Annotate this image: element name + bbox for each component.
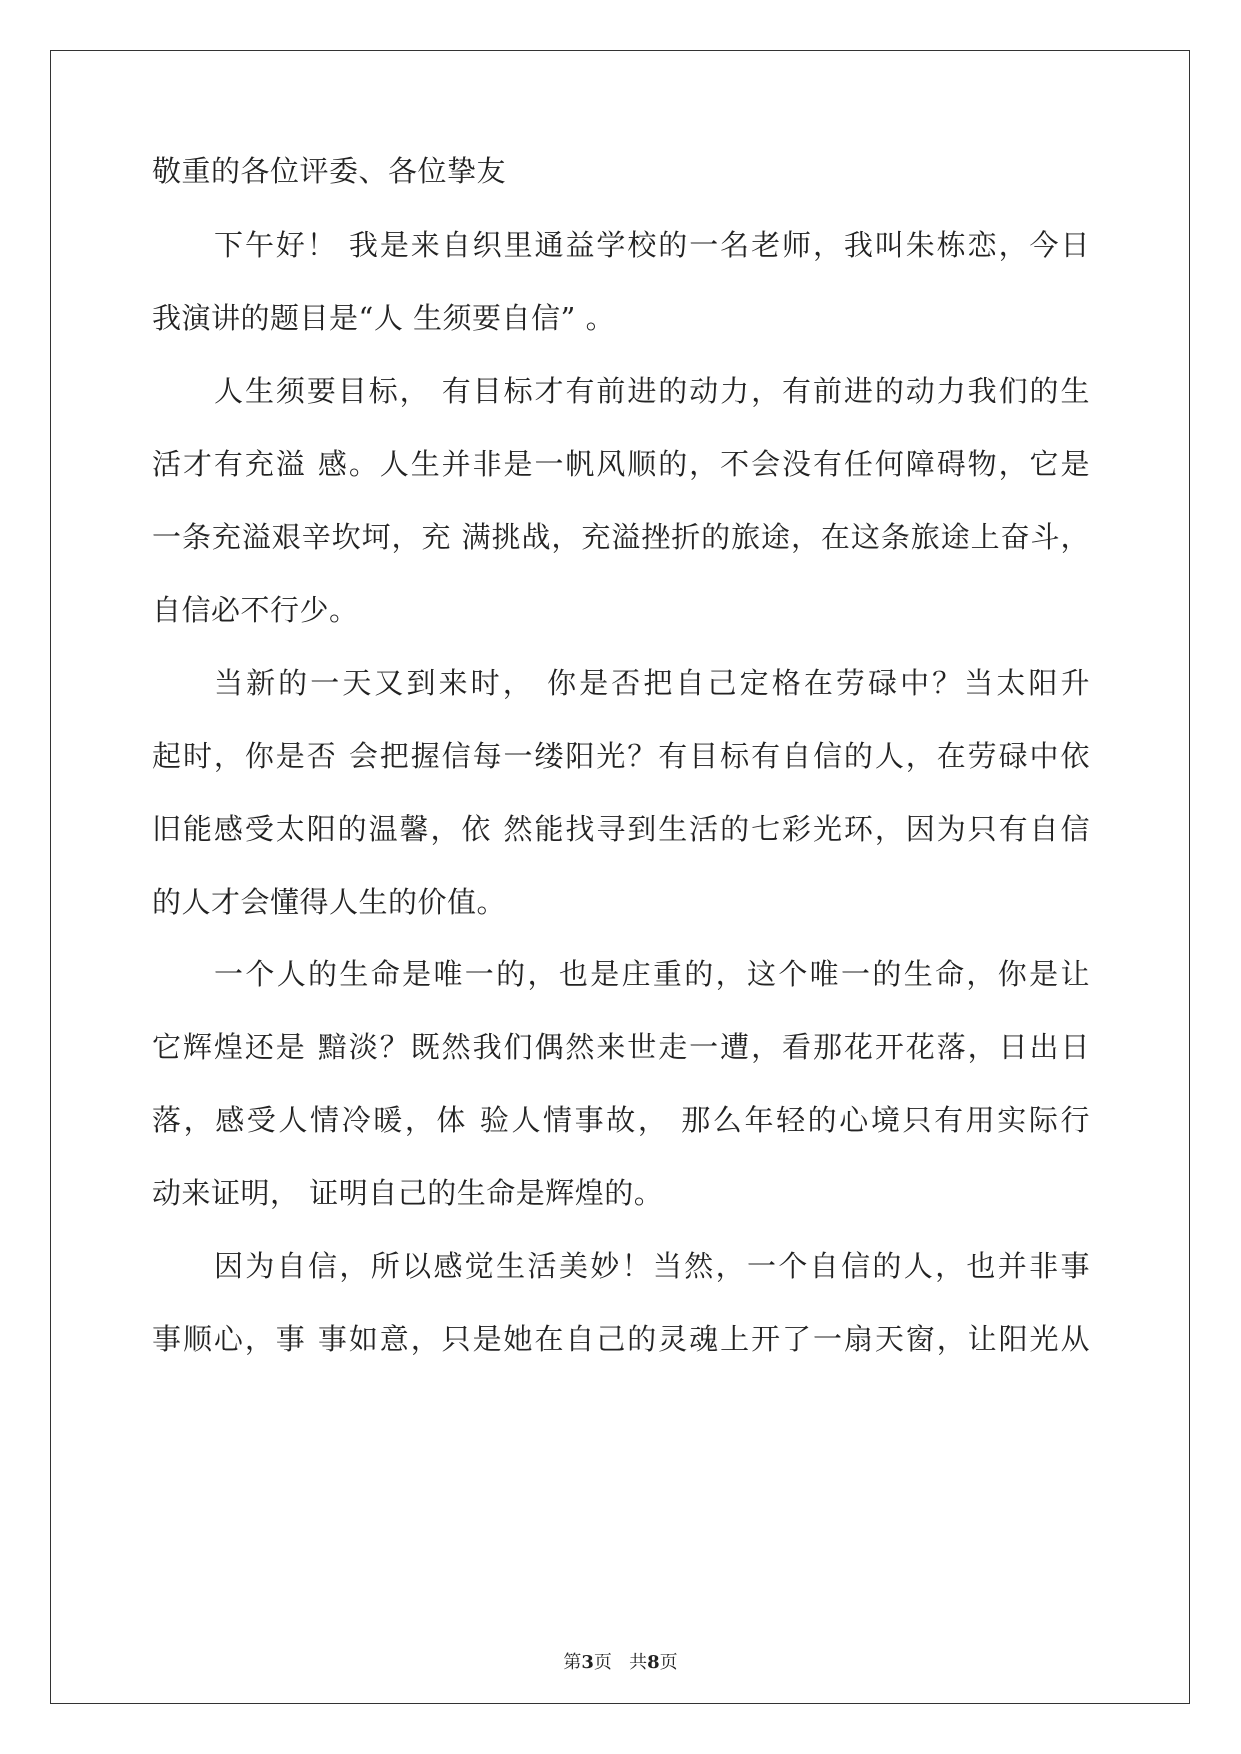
paragraph-line: 自信必不行少。 bbox=[152, 593, 359, 627]
paragraph-line: 动来证明， 证明自己的生命是辉煌的。 bbox=[152, 1176, 664, 1210]
paragraph-line: 人生须要目标， 有目标才有前进的动力，有前进的动力我们的生 bbox=[214, 374, 1090, 408]
total-suffix: 页 bbox=[659, 1652, 678, 1673]
paragraph-line: 旧能感受太阳的温馨，依 然能找寻到生活的七彩光环，因为只有自信 bbox=[152, 812, 1090, 846]
paragraph-line: 我演讲的题目是“人 生须要自信” 。 bbox=[152, 301, 616, 335]
total-pages: 8 bbox=[647, 1652, 660, 1673]
paragraph-line: 落，感受人情冷暖，体 验人情事故， 那么年轻的心境只有用实际行 bbox=[152, 1103, 1090, 1137]
page-border bbox=[50, 50, 1190, 1704]
page-number: 3 bbox=[581, 1652, 594, 1673]
page-footer bbox=[0, 1651, 1241, 1675]
paragraph-line: 活才有充溢 感。人生并非是一帆风顺的，不会没有任何障碍物，它是 bbox=[152, 447, 1090, 481]
paragraph-line: 事顺心，事 事如意，只是她在自己的灵魂上开了一扇天窗，让阳光从 bbox=[152, 1322, 1090, 1356]
page-suffix: 页 bbox=[593, 1652, 612, 1673]
salutation-line: 敬重的各位评委、各位挚友 bbox=[152, 154, 507, 188]
paragraph-line: 因为自信，所以感觉生活美妙！当然，一个自信的人，也并非事 bbox=[214, 1249, 1090, 1283]
page-prefix: 第 bbox=[563, 1652, 582, 1673]
paragraph-line: 一条充溢艰辛坎坷，充 满挑战，充溢挫折的旅途，在这条旅途上奋斗， bbox=[152, 520, 1090, 554]
paragraph-line: 下午好！ 我是来自织里通益学校的一名老师，我叫朱栋恋，今日 bbox=[214, 228, 1090, 262]
paragraph-line: 一个人的生命是唯一的，也是庄重的，这个唯一的生命，你是让 bbox=[214, 957, 1090, 991]
paragraph-line: 它辉煌还是 黯淡？既然我们偶然来世走一遭，看那花开花落，日出日 bbox=[152, 1030, 1090, 1064]
paragraph-line: 起时，你是否 会把握信每一缕阳光？有目标有自信的人，在劳碌中依 bbox=[152, 739, 1090, 773]
total-prefix: 共 bbox=[629, 1652, 648, 1673]
paragraph-line: 的人才会懂得人生的价值。 bbox=[152, 885, 507, 919]
paragraph-line: 当新的一天又到来时， 你是否把自己定格在劳碌中？当太阳升 bbox=[214, 666, 1090, 700]
